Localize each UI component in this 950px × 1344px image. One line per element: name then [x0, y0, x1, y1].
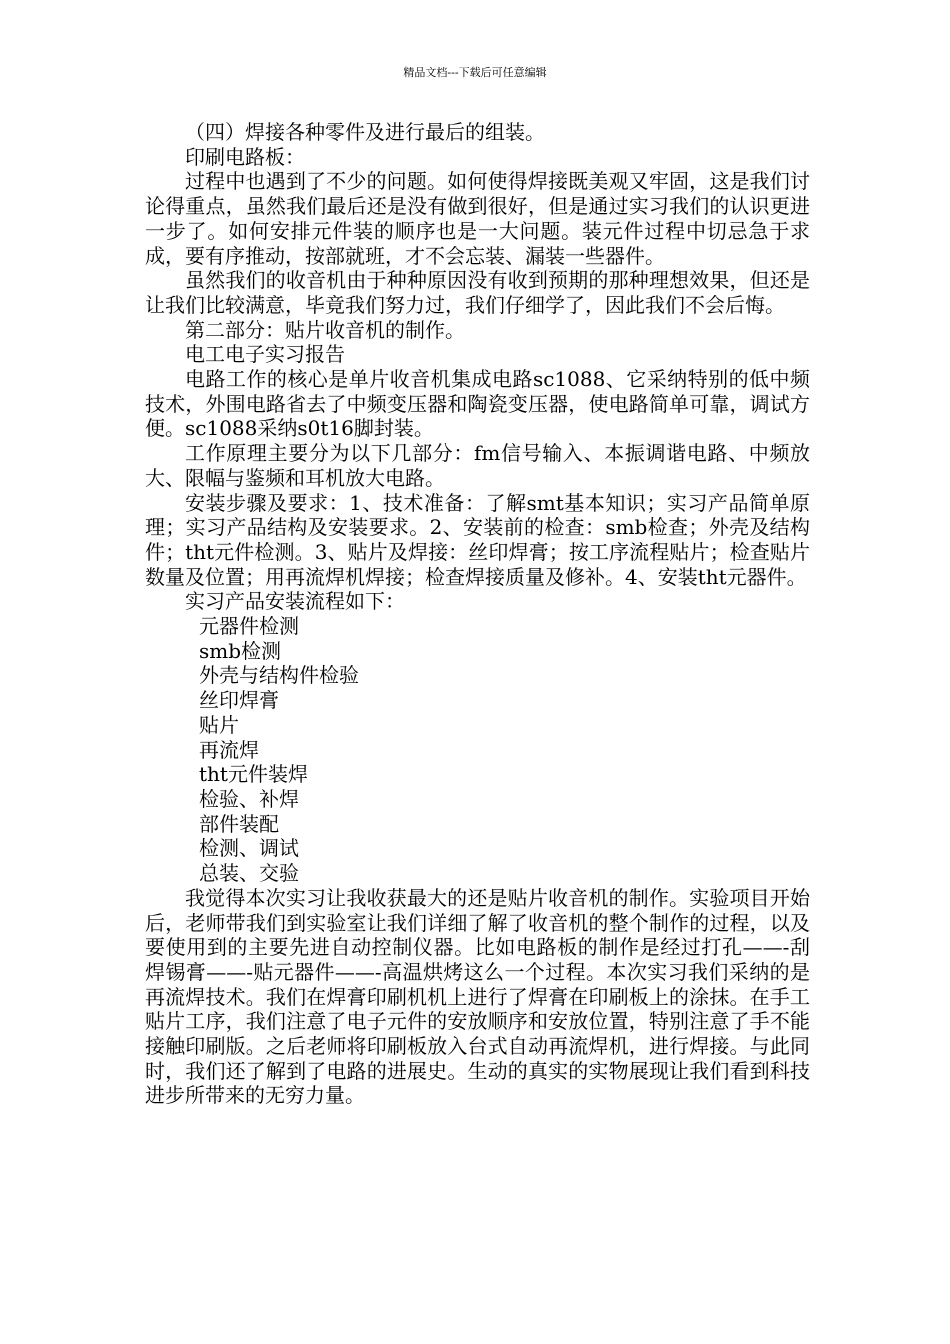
- process-step: 部件装配: [199, 811, 279, 836]
- paragraph-part-two-heading: 第二部分：贴片收音机的制作。: [185, 317, 465, 342]
- document-body: [145, 120, 810, 1108]
- process-step: 再流焊: [199, 737, 259, 762]
- paragraph-section-four: （四）焊接各种零件及进行最后的组装。: [185, 120, 545, 144]
- process-step: 外壳与结构件检验: [199, 663, 359, 688]
- process-step: smb检测: [199, 638, 282, 663]
- paragraph-closing: 我觉得本次实习让我收获最大的还是贴片收音机的制作。实验项目开始后，老师带我们到实验室让我们详细了解了收音机的整个制作的过程，以及要使用到的主要先进自动控制仪器。比如电路板的制作是经过打孔——-刮焊锡膏——-贴元器件——-高温烘烤这么一个过程。本次实习我们采纳的是再流焊技术。我们在焊膏印刷机机上进行了焊膏在印刷板上的涂抹。在手工贴片工序，我们注意了电子元件的安放顺序和安放位置，特别注意了手不能接触印刷版。之后老师将印刷板放入台式自动再流焊机，进行焊接。与此同时，我们还了解到了电路的进展史。生动的真实的实物展现让我们看到科技进步所带来的无穷力量。: [145, 885, 810, 1108]
- paragraph-circuit-core: 电路工作的核心是单片收音机集成电路sc1088、它采纳特别的低中频技术，外围电路省去了中频变压器和陶瓷变压器，使电路简单可靠，调试方便。sc1088采纳s0t16脚封装。: [145, 367, 810, 441]
- process-step: 检验、补焊: [199, 786, 299, 811]
- paragraph-report-title: 电工电子实习报告: [185, 342, 345, 367]
- process-step: 检测、调试: [199, 836, 299, 861]
- paragraph-problems: 过程中也遇到了不少的问题。如何使得焊接既美观又牢固，这是我们讨论得重点，虽然我们最后还是没有做到很好，但是通过实习我们的认识更进一步了。如何安排元件装的顺序也是一大问题。装元件过程中切忌急于求成，要有序推动，按部就班，才不会忘装、漏装一些器件。: [145, 169, 810, 268]
- process-step: 元器件检测: [199, 614, 299, 639]
- page-header: 精品文档---下载后可任意编辑: [403, 66, 547, 79]
- process-step: 总装、交验: [199, 861, 299, 886]
- paragraph-process-intro: 实习产品安装流程如下：: [185, 589, 405, 614]
- process-step: 丝印焊膏: [199, 688, 279, 713]
- paragraph-install-steps: 安装步骤及要求：1、技术准备：了解smt基本知识；实习产品简单原理；实习产品结构及安装要求。2、安装前的检查：smb检查；外壳及结构件；tht元件检测。3、贴片及焊接：丝印焊膏；按工序流程贴片；检查贴片数量及位置；用再流焊机焊接；检查焊接质量及修补。4、安装tht元器件。: [145, 490, 810, 589]
- paragraph-working-principle: 工作原理主要分为以下几部分：fm信号输入、本振调谐电路、中频放大、限幅与鉴频和耳机放大电路。: [145, 441, 810, 490]
- paragraph-reflection: 虽然我们的收音机由于种种原因没有收到预期的那种理想效果，但还是让我们比较满意，毕竟我们努力过，我们仔细学了，因此我们不会后悔。: [145, 268, 810, 317]
- paragraph-pcb-heading: 印刷电路板：: [185, 144, 305, 169]
- process-step: tht元件装焊: [199, 762, 308, 787]
- process-step: 贴片: [199, 712, 239, 737]
